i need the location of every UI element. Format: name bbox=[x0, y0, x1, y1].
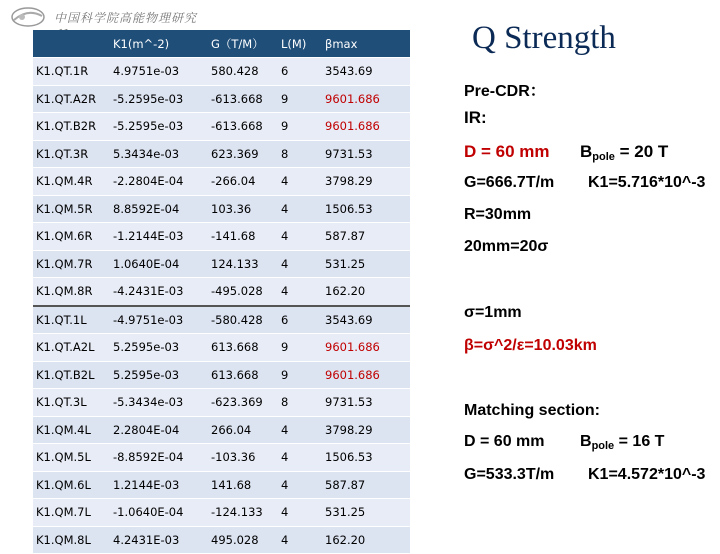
cell-length: 4 bbox=[278, 444, 322, 472]
table-row bbox=[33, 278, 410, 306]
cell-k1: 2.2804E-04 bbox=[110, 416, 208, 444]
cell-length: 4 bbox=[278, 195, 322, 223]
cell-name: K1.QM.4L bbox=[33, 416, 110, 444]
table-row bbox=[33, 361, 410, 389]
cell-length: 4 bbox=[278, 168, 322, 196]
cell-name: K1.QM.5R bbox=[33, 195, 110, 223]
cell-k1: -2.2804E-04 bbox=[110, 168, 208, 196]
matching-gradient: G=533.3T/m bbox=[464, 466, 555, 483]
cell-name: K1.QT.1R bbox=[33, 58, 110, 86]
cell-name: K1.QT.3L bbox=[33, 389, 110, 417]
cell-gradient: -580.428 bbox=[208, 306, 278, 334]
cell-gradient: 580.428 bbox=[208, 58, 278, 86]
cell-beta-max: 3543.69 bbox=[322, 58, 410, 86]
cell-name: K1.QM.6R bbox=[33, 223, 110, 251]
matching-aperture: D = 60 mm bbox=[464, 433, 545, 450]
cell-length: 4 bbox=[278, 499, 322, 527]
ir-aperture: D = 60 mm bbox=[464, 142, 550, 161]
cell-length: 4 bbox=[278, 250, 322, 278]
table-row bbox=[33, 58, 410, 86]
table-row bbox=[33, 223, 410, 251]
table-row bbox=[33, 113, 410, 141]
cell-beta-max: 9601.686 bbox=[322, 113, 410, 141]
quadrupole-strength-table bbox=[33, 30, 410, 554]
cell-gradient: 124.133 bbox=[208, 250, 278, 278]
page-title: Q Strength bbox=[472, 20, 616, 56]
cell-name: K1.QT.A2R bbox=[33, 85, 110, 113]
cell-beta-max: 3543.69 bbox=[322, 306, 410, 334]
cell-k1: -5.2595e-03 bbox=[110, 85, 208, 113]
ir-bpole: $B_{pole} = 20$ T bbox=[580, 142, 669, 163]
cell-beta-max: 9731.53 bbox=[322, 140, 410, 168]
cell-k1: 8.8592E-04 bbox=[110, 195, 208, 223]
cell-beta-max: 1506.53 bbox=[322, 195, 410, 223]
cell-gradient: -623.369 bbox=[208, 389, 278, 417]
table-row bbox=[33, 416, 410, 444]
radius: R=30mm bbox=[464, 206, 532, 223]
cell-length: 6 bbox=[278, 306, 322, 334]
cell-beta-max: 9601.686 bbox=[322, 85, 410, 113]
cell-length: 4 bbox=[278, 526, 322, 554]
cell-gradient: -266.04 bbox=[208, 168, 278, 196]
table-row bbox=[33, 334, 410, 362]
table-row bbox=[33, 168, 410, 196]
cell-gradient: 495.028 bbox=[208, 526, 278, 554]
cell-k1: -1.2144E-03 bbox=[110, 223, 208, 251]
cell-name: K1.QT.B2L bbox=[33, 361, 110, 389]
institute-logo bbox=[10, 2, 200, 30]
cell-name: K1.QT.A2L bbox=[33, 334, 110, 362]
institute-emblem-icon bbox=[10, 6, 46, 28]
sigma-equation: 20mm=20σ bbox=[464, 238, 549, 255]
table-row bbox=[33, 140, 410, 168]
ir-gradient: G=666.7T/m bbox=[464, 174, 555, 191]
cell-k1: -5.3434e-03 bbox=[110, 389, 208, 417]
cell-name: K1.QM.6L bbox=[33, 471, 110, 499]
cell-k1: -1.0640E-04 bbox=[110, 499, 208, 527]
header-beta-max: βmax bbox=[322, 30, 410, 58]
table-row bbox=[33, 85, 410, 113]
cell-name: K1.QM.7R bbox=[33, 250, 110, 278]
cell-k1: 1.0640E-04 bbox=[110, 250, 208, 278]
cell-beta-max: 531.25 bbox=[322, 250, 410, 278]
table-row bbox=[33, 444, 410, 472]
cell-beta-max: 162.20 bbox=[322, 278, 410, 306]
cell-gradient: -613.668 bbox=[208, 113, 278, 141]
cell-gradient: -141.68 bbox=[208, 223, 278, 251]
cell-name: K1.QM.5L bbox=[33, 444, 110, 472]
cell-length: 8 bbox=[278, 389, 322, 417]
cell-length: 8 bbox=[278, 140, 322, 168]
cell-gradient: -124.133 bbox=[208, 499, 278, 527]
cell-name: K1.QM.8L bbox=[33, 526, 110, 554]
cell-beta-max: 9601.686 bbox=[322, 334, 410, 362]
cell-length: 4 bbox=[278, 416, 322, 444]
cell-gradient: 623.369 bbox=[208, 140, 278, 168]
cell-beta-max: 3798.29 bbox=[322, 416, 410, 444]
cell-length: 4 bbox=[278, 223, 322, 251]
cell-name: K1.QT.3R bbox=[33, 140, 110, 168]
cell-k1: 5.2595e-03 bbox=[110, 334, 208, 362]
cell-name: K1.QM.8R bbox=[33, 278, 110, 306]
table-row bbox=[33, 250, 410, 278]
sigma-value: σ=1mm bbox=[464, 304, 522, 321]
cell-beta-max: 1506.53 bbox=[322, 444, 410, 472]
cell-beta-max: 162.20 bbox=[322, 526, 410, 554]
cell-beta-max: 587.87 bbox=[322, 223, 410, 251]
matching-section-label: Matching section: bbox=[464, 402, 601, 419]
cell-gradient: -103.36 bbox=[208, 444, 278, 472]
cell-k1: -8.8592E-04 bbox=[110, 444, 208, 472]
header-k1: K1(m^-2) bbox=[110, 30, 208, 58]
cell-k1: 4.2431E-03 bbox=[110, 526, 208, 554]
pre-cdr-label: Pre-CDR： bbox=[464, 83, 546, 100]
institute-name: 中国科学院高能物理研究 bbox=[54, 11, 198, 25]
cell-k1: 1.2144E-03 bbox=[110, 471, 208, 499]
cell-beta-max: 3798.29 bbox=[322, 168, 410, 196]
cell-length: 9 bbox=[278, 361, 322, 389]
cell-beta-max: 9731.53 bbox=[322, 389, 410, 417]
beta-formula: β=σ^2/ε=10.03km bbox=[464, 337, 597, 354]
cell-k1: -5.2595e-03 bbox=[110, 113, 208, 141]
table-row bbox=[33, 195, 410, 223]
cell-k1: -4.9751e-03 bbox=[110, 306, 208, 334]
cell-name: K1.QT.B2R bbox=[33, 113, 110, 141]
cell-gradient: 613.668 bbox=[208, 361, 278, 389]
cell-length: 9 bbox=[278, 334, 322, 362]
cell-name: K1.QM.4R bbox=[33, 168, 110, 196]
header-gradient: G（T/M） bbox=[208, 30, 278, 58]
cell-gradient: 103.36 bbox=[208, 195, 278, 223]
cell-gradient: 141.68 bbox=[208, 471, 278, 499]
cell-k1: 5.2595e-03 bbox=[110, 361, 208, 389]
ir-label: IR: bbox=[464, 108, 487, 127]
table-row bbox=[33, 499, 410, 527]
cell-k1: 5.3434e-03 bbox=[110, 140, 208, 168]
cell-length: 9 bbox=[278, 113, 322, 141]
header-name bbox=[33, 30, 110, 58]
cell-k1: 4.9751e-03 bbox=[110, 58, 208, 86]
cell-gradient: 266.04 bbox=[208, 416, 278, 444]
cell-k1: -4.2431E-03 bbox=[110, 278, 208, 306]
table-header-row bbox=[33, 30, 410, 58]
table-row bbox=[33, 471, 410, 499]
table-row bbox=[33, 389, 410, 417]
cell-length: 4 bbox=[278, 278, 322, 306]
ir-k1: K1=5.716*10^-3 bbox=[588, 174, 706, 191]
table-row bbox=[33, 306, 410, 334]
cell-length: 9 bbox=[278, 85, 322, 113]
cell-length: 4 bbox=[278, 471, 322, 499]
cell-beta-max: 531.25 bbox=[322, 499, 410, 527]
cell-beta-max: 587.87 bbox=[322, 471, 410, 499]
cell-beta-max: 9601.686 bbox=[322, 361, 410, 389]
cell-name: K1.QM.7L bbox=[33, 499, 110, 527]
matching-k1: K1=4.572*10^-3 bbox=[588, 466, 706, 483]
cell-name: K1.QT.1L bbox=[33, 306, 110, 334]
matching-bpole: $B_{pole} = 16$ T bbox=[580, 433, 665, 452]
cell-length: 6 bbox=[278, 58, 322, 86]
cell-gradient: -613.668 bbox=[208, 85, 278, 113]
cell-gradient: -495.028 bbox=[208, 278, 278, 306]
cell-gradient: 613.668 bbox=[208, 334, 278, 362]
header-length: L(M) bbox=[278, 30, 322, 58]
